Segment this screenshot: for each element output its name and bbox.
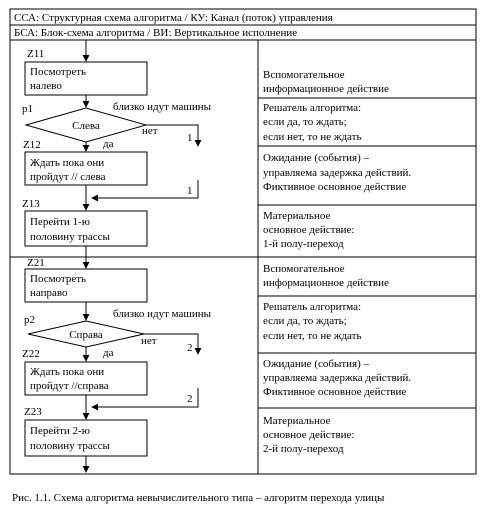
z21-desc-line-2: информационное действие <box>263 277 389 289</box>
p2-desc-line-1: Решатель алгоритма: <box>263 301 362 313</box>
p2-no-label: нет <box>141 335 157 347</box>
z12-desc-line-3: Фиктивное основное действие <box>263 181 407 193</box>
z11-text-line-1: Посмотреть <box>30 66 87 78</box>
figure-caption: Рис. 1.1. Схема алгоритма невычислительного типа – алгоритм перехода улицы <box>12 492 385 504</box>
p2-label: p2 <box>24 314 35 326</box>
p1-connector-in: 1 <box>187 185 193 197</box>
z11-desc-line-2: информационное действие <box>263 83 389 95</box>
z12-desc-line-2: управляема задержка действий. <box>263 167 412 179</box>
z12-label: Z12 <box>23 139 41 151</box>
z11-desc-line-1: Вспомогательное <box>263 69 345 81</box>
p2-connector-out: 2 <box>187 342 193 354</box>
z22-text-line-2: пройдут //справа <box>30 380 109 392</box>
p2-yes-label: да <box>103 347 114 359</box>
p2-desc-line-3: если нет, то не ждать <box>263 330 362 342</box>
z13-desc-line-2: основное действие: <box>263 224 355 236</box>
p2-connector-in: 2 <box>187 393 193 405</box>
p1-desc-line-3: если нет, то не ждать <box>263 131 362 143</box>
z21-label: Z21 <box>27 257 45 269</box>
z12-text-line-2: пройдут // слева <box>30 171 106 183</box>
z22-desc-line-3: Фиктивное основное действие <box>263 386 407 398</box>
p1-question: близко идут машины <box>113 101 212 113</box>
p2-question: близко идут машины <box>113 308 212 320</box>
z13-label: Z13 <box>22 198 40 210</box>
z11-text-line-2: налево <box>30 80 62 92</box>
z13-text-line-2: половину трассы <box>30 231 110 243</box>
z23-desc-line-1: Материальное <box>263 415 331 427</box>
p1-connector-out: 1 <box>187 132 193 144</box>
z23-desc-line-2: основное действие: <box>263 429 355 441</box>
z23-desc-line-3: 2-й полу-переход <box>263 443 344 455</box>
z12-desc-line-1: Ожидание (события) – <box>263 152 370 164</box>
z22-text-line-1: Ждать пока они <box>30 366 105 378</box>
z13-desc-line-1: Материальное <box>263 210 331 222</box>
p1-label: p1 <box>22 103 33 115</box>
z23-text-line-2: половину трассы <box>30 440 110 452</box>
z22-desc-line-1: Ожидание (события) – <box>263 358 370 370</box>
z21-text-line-1: Посмотреть <box>30 273 87 285</box>
z22-label: Z22 <box>22 348 40 360</box>
p2-condition: Справа <box>69 329 103 341</box>
z12-text-line-1: Ждать пока они <box>30 157 105 169</box>
z21-text-line-2: направо <box>30 287 68 299</box>
z22-desc-line-2: управляема задержка действий. <box>263 372 412 384</box>
z13-text-line-1: Перейти 1-ю <box>30 216 90 228</box>
p2-desc-line-2: если да, то ждать; <box>263 315 347 327</box>
z21-desc-line-1: Вспомогательное <box>263 263 345 275</box>
z11-label: Z11 <box>27 48 45 60</box>
p1-no-label: нет <box>142 125 158 137</box>
z23-text-line-1: Перейти 2-ю <box>30 425 90 437</box>
p1-condition: Слева <box>72 120 100 132</box>
z13-desc-line-3: 1-й полу-переход <box>263 238 344 250</box>
header-line-2: БСА: Блок-схема алгоритма / ВИ: Вертикальное исполнение <box>14 27 298 39</box>
p1-yes-label: да <box>103 138 114 150</box>
p1-desc-line-2: если да, то ждать; <box>263 116 347 128</box>
p1-desc-line-1: Решатель алгоритма: <box>263 102 362 114</box>
z23-label: Z23 <box>24 406 42 418</box>
header-line-1: ССА: Структурная схема алгоритма / КУ: Канал (поток) управления <box>14 12 333 24</box>
